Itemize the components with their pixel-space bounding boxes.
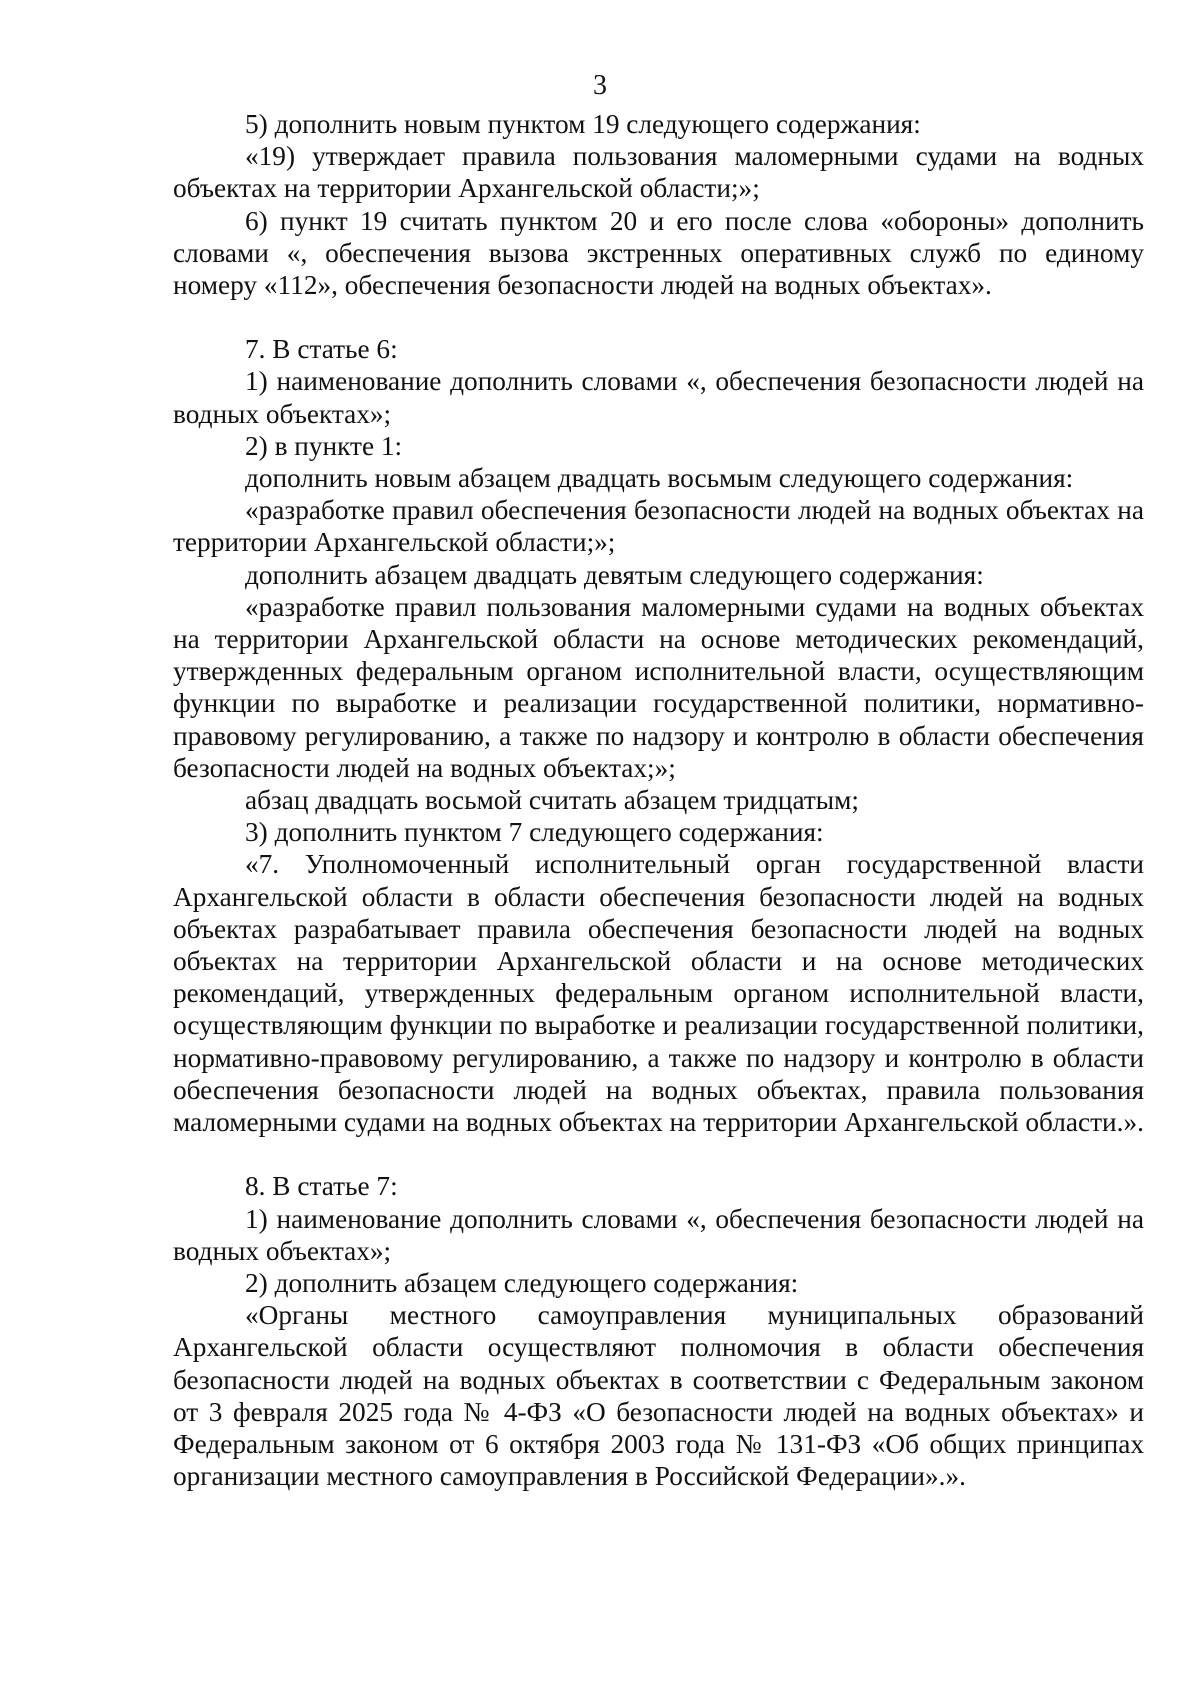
quoted-item-19: «19) утверждает правила пользования маломерными судами на водных объектах на территории Архангельской области;»; [173,141,1144,204]
section-7-item-2-renumber: абзац двадцать восьмой считать абзацем тридцатым; [245,785,859,816]
amendment-item-5: 5) дополнить новым пунктом 19 следующего содержания: [245,109,921,139]
section-7-item-2-add-28: дополнить новым абзацем двадцать восьмым следующего содержания: [245,463,1074,494]
quoted-paragraph-28: «разработке правил обеспечения безопасности людей на водных объектах на территории Архангельской области;»; [173,495,1144,558]
section-7-item-1: 1) наименование дополнить словами «, обеспечения безопасности людей на водных объектах»; [173,366,1144,429]
section-8-heading: 8. В статье 7: [245,1171,398,1202]
section-7-item-2-add-29: дополнить абзацем двадцать девятым следующего содержания: [245,559,984,590]
page-number: 3 [593,70,607,101]
section-8-item-2: 2) дополнить абзацем следующего содержания: [245,1267,799,1298]
quoted-point-7: «7. Уполномоченный исполнительный орган государственной власти Архангельской области в области обеспечения безопасности людей на водных объектах разрабатывает правила обеспечения безопасности людей на водных объектах на территории Архангельской области и на основе методических рекомендаций, утвержденных федеральным органом исполнительной власти, осуществляющим функции по выработке и реализации государственной политики, нормативно-правовому регулированию, а также по надзору и контролю в области обеспечения безопасности людей на водных объектах, правила пользования маломерными судами на водных объектах на территории Архангельской области.». [173,849,1144,1138]
document-body [173,108,1144,1492]
section-7-heading: 7. В статье 6: [245,334,398,365]
section-8-item-1: 1) наименование дополнить словами «, обеспечения безопасности людей на водных объектах»; [173,1203,1144,1266]
section-7-item-3: 3) дополнить пунктом 7 следующего содержания: [245,817,824,848]
quoted-paragraph-29: «разработке правил пользования маломерными судами на водных объектах на территории Архангельской области на основе методических рекомендаций, утвержденных федеральным органом исполнительной власти, осуществляющим функции по выработке и реализации государственной политики, нормативно-правовому регулированию, а также по надзору и контролю в области обеспечения безопасности людей на водных объектах;»; [173,591,1144,783]
section-7-item-2: 2) в пункте 1: [245,430,403,461]
quoted-local-government-paragraph: «Органы местного самоуправления муниципальных образований Архангельской области осуществляют полномочия в области обеспечения безопасности людей на водных объектах в соответствии с Федеральным законом от 3 февраля 2025 года № 4-ФЗ «О безопасности людей на водных объектах» и Федеральным законом от 6 октября 2003 года № 131-ФЗ «Об общих принципах организации местного самоуправления в Российской Федерации».». [173,1300,1144,1492]
amendment-item-6: 6) пункт 19 считать пунктом 20 и его после слова «обороны» дополнить словами «, обеспечения вызова экстренных оперативных служб по единому номеру «112», обеспечения безопасности людей на водных объектах». [173,205,1144,301]
